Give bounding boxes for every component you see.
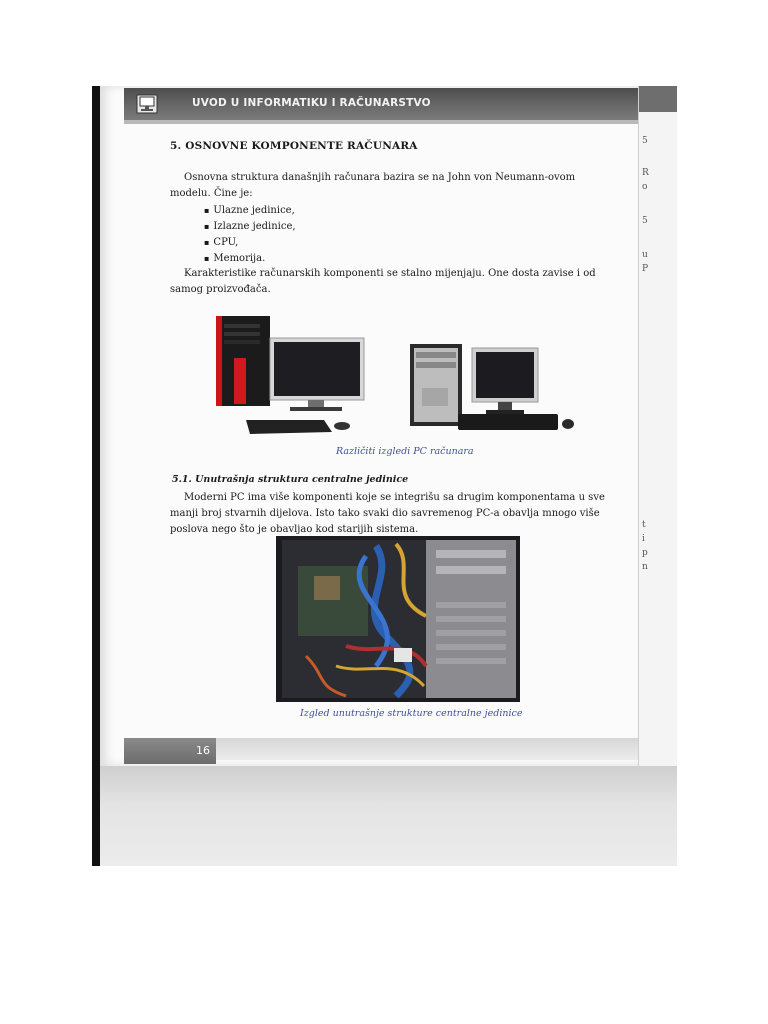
page-number: 16	[196, 744, 210, 757]
header-title: UVOD U INFORMATIKU I RAČUNARSTVO	[192, 97, 431, 109]
list-item: ▪ Ulazne jedinice,	[204, 203, 296, 219]
figure2-caption: Izgled unutrašnje strukture centralne jedinice	[300, 708, 523, 719]
internal-structure-paragraph: Moderni PC ima više komponenti koje se integrišu sa drugim komponentama u sve manji broj stvarnih dijelova. Isto tako svaki dio savremenog PC-a obavlja mnogo više poslova nego što je obavljao kod starijih sistema.	[170, 492, 605, 535]
right-page-fragment: 5	[642, 216, 648, 226]
lcd-monitor	[472, 348, 538, 414]
list-item: ▪ Memorija.	[204, 251, 296, 267]
widescreen-monitor	[270, 338, 364, 411]
section-title: 5. OSNOVNE KOMPONENTE RAČUNARA	[170, 140, 418, 152]
right-page-fragment: o	[642, 182, 648, 192]
silver-pc-tower	[410, 344, 462, 426]
book-page-right-edge	[638, 86, 677, 766]
right-page-fragment: n	[642, 562, 648, 572]
component-list	[204, 203, 296, 267]
right-page-fragment: i	[642, 534, 645, 544]
pc-internals-illustration	[276, 536, 520, 702]
scan-bottom-area	[92, 766, 677, 866]
list-item: ▪ Izlazne jedinice,	[204, 219, 296, 235]
keyboard-and-mouse-left	[246, 420, 350, 434]
scanned-book-spread	[92, 86, 677, 866]
figure1-caption: Različiti izgledi PC računara	[336, 446, 474, 457]
keyboard-and-mouse-right	[458, 414, 574, 430]
list-item: ▪ CPU,	[204, 235, 296, 251]
right-page-fragment: u	[642, 250, 648, 260]
characteristics-paragraph: Karakteristike računarskih komponenti se stalno mijenjaju. One dosta zavise i od samog proizvođača.	[170, 268, 596, 295]
right-page-header-band	[639, 86, 677, 112]
red-pc-tower	[216, 316, 270, 406]
intro-paragraph: Osnovna struktura današnjih računara bazira se na John von Neumann-ovom modelu. Čine je:	[170, 172, 576, 199]
right-page-fragment: t	[642, 520, 646, 530]
right-page-fragment: 5	[642, 136, 648, 146]
right-page-fragment: p	[642, 548, 648, 558]
subsection-title: 5.1. Unutrašnja struktura centralne jedinice	[172, 474, 409, 485]
scan-left-edge	[92, 86, 100, 866]
right-page-fragment: R	[642, 168, 649, 178]
right-page-fragment: P	[642, 264, 649, 274]
pc-computers-figure	[210, 310, 580, 442]
pc-internals-photo	[276, 536, 520, 702]
header-strip	[124, 120, 646, 124]
book-page-left	[100, 86, 638, 766]
monitor-icon	[136, 94, 158, 114]
